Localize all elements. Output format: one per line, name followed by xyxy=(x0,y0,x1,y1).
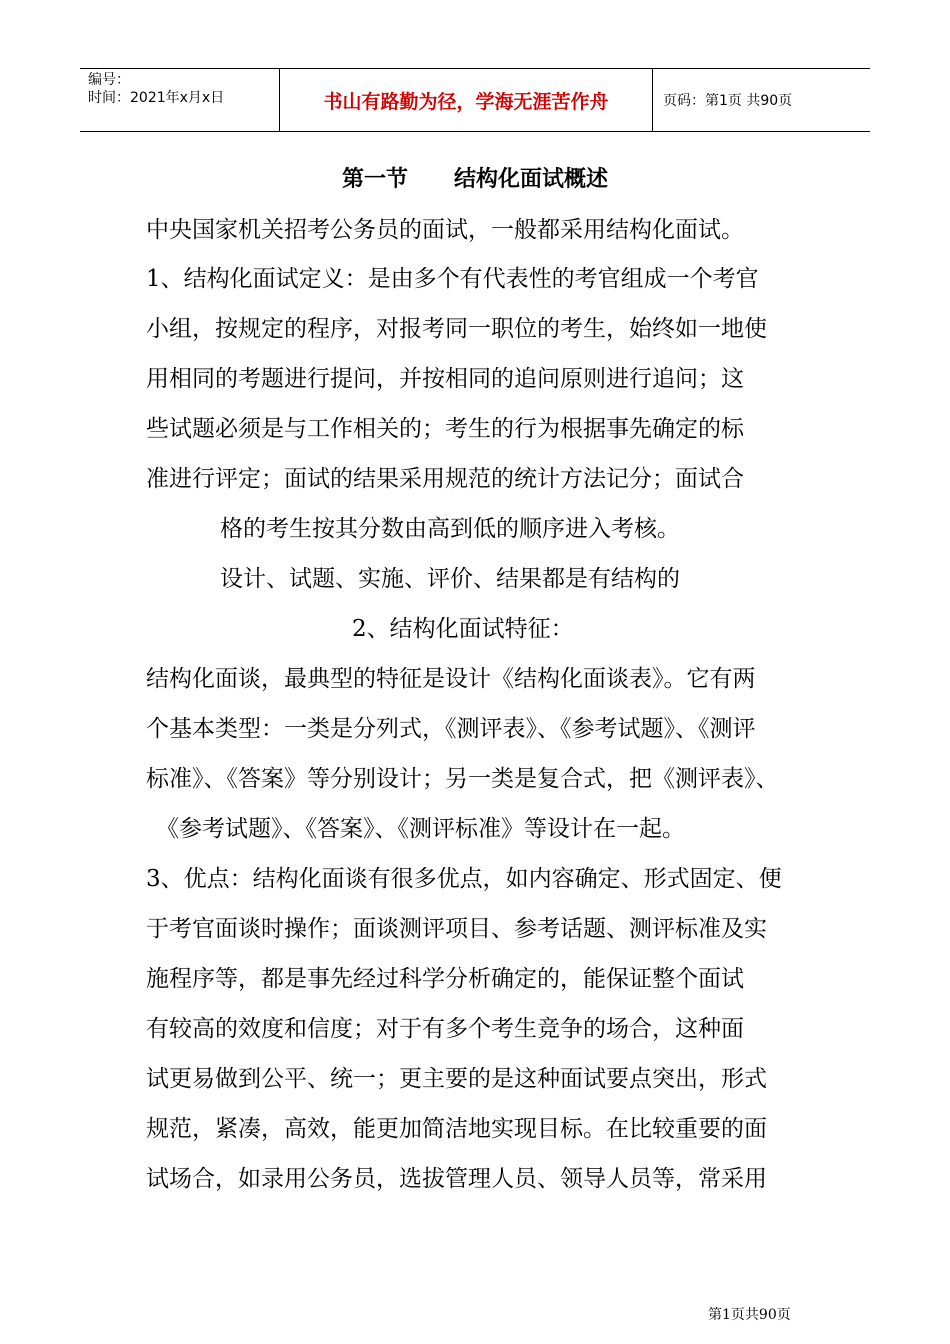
body-line: 用相同的考题进行提问，并按相同的追问原则进行追问；这 xyxy=(146,366,744,392)
body-line: 中央国家机关招考公务员的面试，一般都采用结构化面试。 xyxy=(146,217,744,243)
page-header xyxy=(80,68,870,132)
body-line: 于考官面谈时操作；面谈测评项目、参考话题、测评标准及实 xyxy=(146,916,767,942)
header-date-label: 时间：2021年x月x日 xyxy=(88,90,225,106)
section-title: 第一节 结构化面试概述 xyxy=(342,167,608,192)
body-line: 有较高的效度和信度；对于有多个考生竞争的场合，这种面 xyxy=(146,1016,744,1042)
body-line: 试更易做到公平、统一；更主要的是这种面试要点突出，形式 xyxy=(146,1066,767,1092)
body-line: 标准》、《答案》等分别设计；另一类是复合式，把《测评表》、 xyxy=(146,766,779,792)
body-line: 小组，按规定的程序，对报考同一职位的考生，始终如一地使 xyxy=(146,316,767,342)
body-line: 1、结构化面试定义：是由多个有代表性的考官组成一个考官 xyxy=(146,266,759,292)
header-number-label: 编号： xyxy=(88,72,130,88)
body-line: 个基本类型：一类是分列式，《测评表》、《参考试题》、《测评 xyxy=(146,716,756,742)
header-meta xyxy=(80,69,280,131)
body-line: 3、优点：结构化面谈有很多优点，如内容确定、形式固定、便 xyxy=(146,866,782,892)
header-motto: 书山有路勤为径，学海无涯苦作舟 xyxy=(280,69,653,131)
page-footer: 第1页共90页 xyxy=(708,1307,791,1323)
body-line: 设计、试题、实施、评价、结果都是有结构的 xyxy=(220,566,680,592)
body-line: 些试题必须是与工作相关的；考生的行为根据事先确定的标 xyxy=(146,416,744,442)
body-line: 施程序等，都是事先经过科学分析确定的，能保证整个面试 xyxy=(146,966,744,992)
body-line: 2、结构化面试特征： xyxy=(352,616,574,642)
body-line: 《参考试题》、《答案》、《测评标准》等设计在一起。 xyxy=(156,816,685,842)
body-line: 格的考生按其分数由高到低的顺序进入考核。 xyxy=(220,516,680,542)
body-line: 试场合，如录用公务员，选拔管理人员、领导人员等，常采用 xyxy=(146,1166,767,1192)
body-line: 结构化面谈，最典型的特征是设计《结构化面谈表》。它有两 xyxy=(146,666,756,692)
body-line: 规范，紧凑，高效，能更加简洁地实现目标。在比较重要的面 xyxy=(146,1116,767,1142)
header-page-info: 页码：第1页 共90页 xyxy=(663,93,793,109)
body-line: 准进行评定；面试的结果采用规范的统计方法记分；面试合 xyxy=(146,466,744,492)
